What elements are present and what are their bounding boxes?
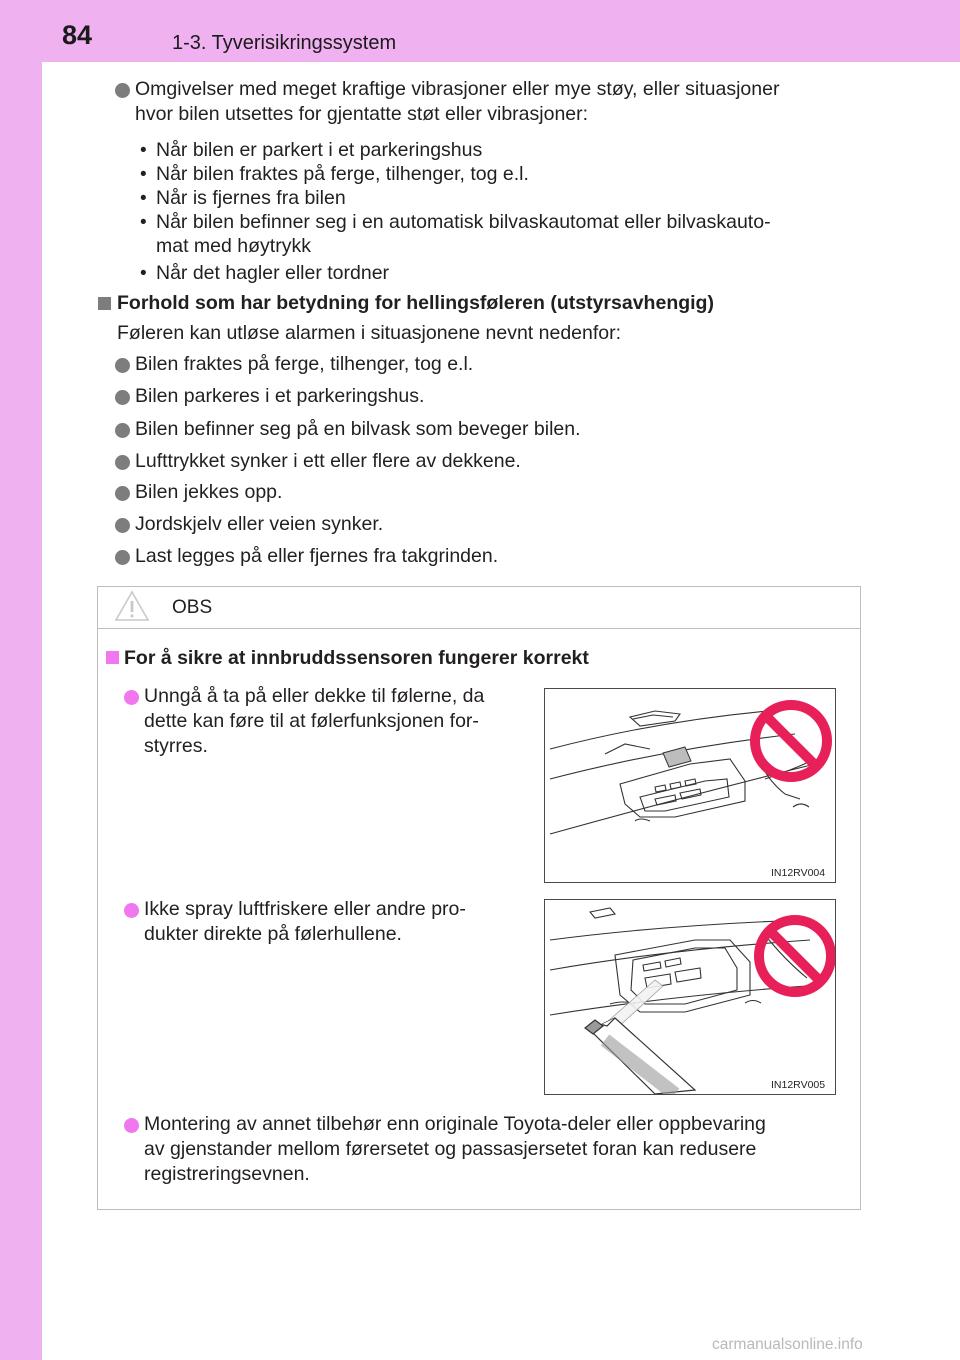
- notice-item2-line: Ikke spray luftfriskere eller andre pro-: [144, 898, 466, 920]
- notice-item3-line: av gjenstander mellom førersetet og passasjersetet foran kan redusere: [144, 1138, 757, 1160]
- section-marker-icon: [98, 297, 111, 310]
- bullet-icon: [115, 423, 130, 438]
- tilt-item: Last legges på eller fjernes fra takgrinden.: [135, 545, 499, 567]
- notice-item1-line: styrres.: [144, 735, 208, 757]
- notice-item3-line: registreringsevnen.: [144, 1163, 310, 1185]
- spray-drawing: [545, 900, 835, 1094]
- sub-bullet-icon: •: [140, 164, 147, 185]
- bullet-icon: [115, 486, 130, 501]
- notice-item1-line: dette kan føre til at følerfunksjonen for-: [144, 710, 479, 732]
- bullet-icon: [115, 455, 130, 470]
- intro-line-2: hvor bilen utsettes for gjentatte støt eller vibrasjoner:: [135, 103, 589, 125]
- overhead-console-drawing: [545, 689, 835, 882]
- sub-item: Når det hagler eller tordner: [156, 262, 390, 284]
- bullet-icon: [115, 550, 130, 565]
- warning-triangle-icon: [114, 590, 150, 622]
- notice-header: [98, 587, 860, 629]
- tilt-section-intro: Føleren kan utløse alarmen i situasjonene nevnt nedenfor:: [117, 322, 622, 344]
- sub-item: Når bilen befinner seg i en automatisk bilvaskautomat eller bilvaskauto-: [156, 211, 771, 233]
- sub-bullet-icon: •: [140, 188, 147, 209]
- section-marker-icon: [106, 651, 119, 664]
- sub-item-continuation: mat med høytrykk: [156, 235, 311, 257]
- sub-bullet-icon: •: [140, 140, 147, 161]
- bullet-icon: [124, 690, 139, 705]
- bullet-icon: [115, 518, 130, 533]
- bullet-icon: [115, 358, 130, 373]
- bullet-icon: [115, 390, 130, 405]
- image-code: IN12RV005: [771, 1079, 826, 1091]
- notice-item3-line: Montering av annet tilbehør enn originale Toyota-deler eller oppbevaring: [144, 1113, 766, 1135]
- notice-item1-line: Unngå å ta på eller dekke til følerne, da: [144, 685, 485, 707]
- illustration-sensor-touch: [544, 688, 836, 883]
- sub-item: Når bilen er parkert i et parkeringshus: [156, 139, 483, 161]
- bullet-icon: [124, 1118, 139, 1133]
- notice-label: OBS: [172, 597, 213, 618]
- bullet-icon: [115, 83, 130, 98]
- section-title: 1-3. Tyverisikringssystem: [172, 32, 397, 54]
- prohibition-icon: [755, 705, 827, 777]
- tilt-section-heading: Forhold som har betydning for hellingsføleren (utstyrsavhengig): [117, 292, 714, 314]
- tilt-item: Jordskjelv eller veien synker.: [135, 513, 384, 535]
- notice-heading: For å sikre at innbruddssensoren fungerer korrekt: [124, 647, 589, 669]
- image-code: IN12RV004: [771, 867, 826, 879]
- sub-item: Når is fjernes fra bilen: [156, 187, 346, 209]
- illustration-spray: [544, 899, 836, 1095]
- prohibition-icon: [759, 920, 831, 992]
- tilt-item: Lufttrykket synker i ett eller flere av dekkene.: [135, 450, 521, 472]
- sub-bullet-icon: •: [140, 212, 147, 233]
- bullet-icon: [124, 903, 139, 918]
- tilt-item: Bilen parkeres i et parkeringshus.: [135, 385, 425, 407]
- notice-item2-line: dukter direkte på følerhullene.: [144, 923, 402, 945]
- tilt-item: Bilen fraktes på ferge, tilhenger, tog e.l.: [135, 353, 474, 375]
- page-number: 84: [62, 20, 93, 50]
- tilt-item: Bilen befinner seg på en bilvask som beveger bilen.: [135, 418, 581, 440]
- intro-line-1: Omgivelser med meget kraftige vibrasjoner eller mye støy, eller situasjoner: [135, 78, 780, 100]
- tilt-item: Bilen jekkes opp.: [135, 481, 283, 503]
- watermark: carmanualsonline.info: [712, 1336, 863, 1353]
- page-side-tab: [0, 0, 42, 1360]
- sub-item: Når bilen fraktes på ferge, tilhenger, tog e.l.: [156, 163, 529, 185]
- sub-bullet-icon: •: [140, 263, 147, 284]
